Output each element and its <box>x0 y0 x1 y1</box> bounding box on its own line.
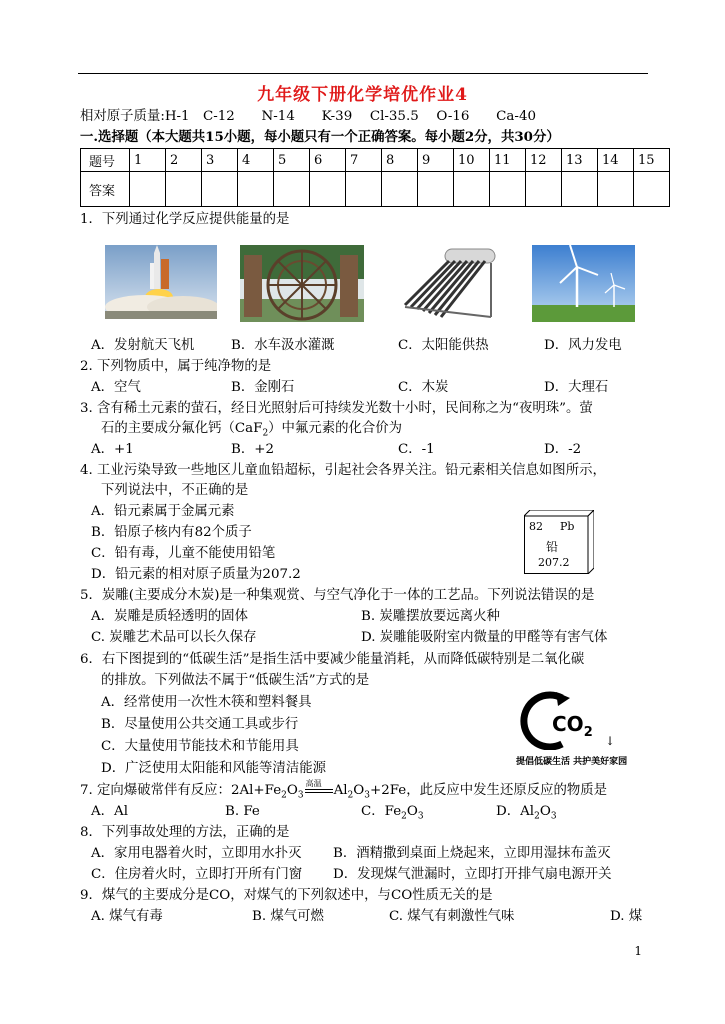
table-row <box>81 149 670 172</box>
question-8-stem: 8．下列事故处理的方法，正确的是 <box>80 825 290 840</box>
lead-atomic-mass: 207.2 <box>538 556 570 569</box>
water-wheel-image <box>240 245 364 322</box>
answer-table <box>80 148 670 207</box>
q4-option-b[interactable]: B．铅原子核内有82个质子 <box>91 525 252 540</box>
answer-cell[interactable] <box>454 172 490 207</box>
table-cell: 4 <box>238 149 274 172</box>
page-title: 九年级下册化学培优作业4 <box>257 85 468 105</box>
q2-option-c[interactable]: C．木炭 <box>398 380 449 395</box>
q7-condition-arrow <box>304 779 334 800</box>
q7-text: O <box>353 783 365 798</box>
q7-text: +2Fe，此反应中发生还原反应的物质是 <box>369 783 608 798</box>
q3-subscript: 2 <box>262 428 269 439</box>
q7-c-text: C．Fe <box>361 804 402 819</box>
question-7-stem <box>80 779 608 805</box>
answer-cell[interactable] <box>346 172 382 207</box>
table-cell: 8 <box>382 149 418 172</box>
table-cell: 11 <box>490 149 526 172</box>
q7-sub: 2 <box>281 790 287 801</box>
question-5-stem: 5．炭雕(主要成分木炭)是一种集观赏、与空气净化于一体的工艺品。下列说法错误的是 <box>80 588 595 603</box>
question-2-stem: 2. 下列物质中，属于纯净物的是 <box>80 359 272 374</box>
low-carbon-logo <box>516 690 626 772</box>
answer-cell[interactable] <box>526 172 562 207</box>
arrow-down-icon: ↓ <box>605 734 616 748</box>
q3-option-b[interactable]: B．+2 <box>231 442 274 457</box>
q6-option-a[interactable]: A．经常使用一次性木筷和塑料餐具 <box>101 695 312 710</box>
answer-cell[interactable] <box>598 172 634 207</box>
header-rule <box>78 73 648 74</box>
page-number: 1 <box>634 944 642 958</box>
table-cell: 13 <box>562 149 598 172</box>
q8-option-d[interactable]: D．发现煤气泄漏时，立即打开排气扇电源开关 <box>333 867 612 882</box>
table-cell: 7 <box>346 149 382 172</box>
answer-cell[interactable] <box>562 172 598 207</box>
section-heading: 一.选择题（本大题共15小题，每小题只有一个正确答案。每小题2分，共30分） <box>80 129 560 145</box>
question-9-stem: 9．煤气的主要成分是CO，对煤气的下列叙述中，与CO性质无关的是 <box>80 888 493 903</box>
logo-co <box>552 712 593 740</box>
q7-d-sub: 3 <box>550 811 557 822</box>
table-cell: 15 <box>634 149 670 172</box>
q7-option-c[interactable] <box>361 803 424 826</box>
logo-co-subscript: 2 <box>583 725 593 740</box>
q5-option-b[interactable]: B. 炭雕摆放要远离火种 <box>361 609 500 624</box>
q7-c-sub: 3 <box>417 811 424 822</box>
q6-option-d[interactable]: D．广泛使用太阳能和风能等清洁能源 <box>101 761 326 776</box>
table-cell: 1 <box>130 149 166 172</box>
q3-option-c[interactable]: C．-1 <box>398 442 435 457</box>
q7-d-sub: 2 <box>534 811 540 822</box>
q8-option-b[interactable]: B．酒精撒到桌面上烧起来，立即用湿抹布盖灭 <box>333 846 611 861</box>
q9-option-d[interactable]: D. 煤 <box>610 909 643 924</box>
q3-stem-text: 石的主要成分氟化钙（CaF <box>101 421 263 436</box>
table-cell: 9 <box>418 149 454 172</box>
q1-option-a[interactable]: A．发射航天飞机 <box>91 338 195 353</box>
table-cell: 2 <box>166 149 202 172</box>
question-4-stem-line1: 4. 工业污染导致一些地区儿童血铅超标，引起社会各界关注。铅元素相关信息如图所示， <box>80 463 606 478</box>
answer-cell[interactable] <box>238 172 274 207</box>
q7-d-text: O <box>539 804 551 819</box>
answer-cell[interactable] <box>310 172 346 207</box>
q7-text: 7. 定向爆破常伴有反应：2Al+Fe <box>80 783 282 798</box>
q6-option-b[interactable]: B．尽量使用公共交通工具或步行 <box>101 717 299 732</box>
q7-option-d[interactable] <box>496 803 557 826</box>
q2-option-d[interactable]: D．大理石 <box>544 380 609 395</box>
question-6-stem-line1: 6．右下图提到的“低碳生活”是指生活中要减少能量消耗，从而降低碳特别是二氧化碳 <box>80 652 585 667</box>
q3-option-d[interactable]: D．-2 <box>544 442 582 457</box>
table-cell: 6 <box>310 149 346 172</box>
q7-sub: 3 <box>297 790 304 801</box>
atomic-mass-line: 相对原子质量:H-1 C-12 N-14 K-39 Cl-35.5 O-16 Ca-40 <box>80 109 536 124</box>
q9-option-b[interactable]: B. 煤气可燃 <box>252 909 324 924</box>
q1-option-d[interactable]: D．风力发电 <box>544 338 622 353</box>
table-header-label: 题号 <box>81 149 130 172</box>
q4-option-d[interactable]: D．铅元素的相对原子质量为207.2 <box>91 567 301 582</box>
question-3-stem-line1: 3. 含有稀土元素的萤石，经日光照射后可持续发光数十小时，民间称之为“夜明珠”。萤 <box>80 401 593 416</box>
q1-option-c[interactable]: C．太阳能供热 <box>398 338 489 353</box>
lead-element-card <box>524 510 594 574</box>
q7-c-text: O <box>406 804 418 819</box>
lead-name: 铅 <box>546 540 559 554</box>
q9-option-a[interactable]: A. 煤气有毒 <box>91 909 163 924</box>
table-cell: 14 <box>598 149 634 172</box>
q7-option-b[interactable]: B. Fe <box>225 804 260 819</box>
answer-cell[interactable] <box>274 172 310 207</box>
question-3-stem-line2 <box>101 420 402 443</box>
q8-option-a[interactable]: A．家用电器着火时，立即用水扑灭 <box>91 846 302 861</box>
table-cell: 10 <box>454 149 490 172</box>
table-answer-label: 答案 <box>81 172 130 207</box>
table-row <box>81 172 670 207</box>
q3-option-a[interactable]: A．+1 <box>91 442 134 457</box>
q5-option-c[interactable]: C. 炭雕艺术品可以长久保存 <box>91 630 257 645</box>
q4-option-c[interactable]: C．铅有毒，儿童不能使用铅笔 <box>91 546 276 561</box>
q6-option-c[interactable]: C．大量使用节能技术和节能用具 <box>101 739 299 754</box>
q7-option-a[interactable]: A．Al <box>91 804 129 819</box>
q5-option-a[interactable]: A．炭雕是质轻透明的固体 <box>91 609 248 624</box>
q7-sub: 3 <box>364 790 370 801</box>
q7-condition: 高温 <box>305 779 322 788</box>
question-6-stem-line2: 的排放。下列做法不属于“低碳生活”方式的是 <box>101 673 370 688</box>
wind-turbine-image <box>532 245 635 322</box>
answer-cell[interactable] <box>634 172 670 207</box>
q7-sub: 2 <box>347 790 354 801</box>
q7-c-sub: 2 <box>401 811 407 822</box>
shuttle-launch-image <box>105 245 217 319</box>
q7-d-text: D．Al <box>496 804 535 819</box>
solar-heater-image <box>395 245 500 322</box>
q7-text: Al <box>333 783 348 798</box>
answer-cell[interactable] <box>382 172 418 207</box>
q2-option-a[interactable]: A．空气 <box>91 380 141 395</box>
answer-cell[interactable] <box>490 172 526 207</box>
table-cell: 3 <box>202 149 238 172</box>
q1-option-b[interactable]: B．水车汲水灌溉 <box>231 338 335 353</box>
q5-option-d[interactable]: D. 炭雕能吸附室内微量的甲醛等有害气体 <box>361 630 608 645</box>
logo-caption: 提倡低碳生活 共护美好家园 <box>516 757 628 767</box>
table-cell: 12 <box>526 149 562 172</box>
q2-option-b[interactable]: B．金刚石 <box>231 380 295 395</box>
answer-cell[interactable] <box>130 172 166 207</box>
answer-cell[interactable] <box>202 172 238 207</box>
q8-option-c[interactable]: C．住房着火时，立即打开所有门窗 <box>91 867 303 882</box>
answer-cell[interactable] <box>418 172 454 207</box>
answer-cell[interactable] <box>166 172 202 207</box>
question-1-stem: 1．下列通过化学反应提供能量的是 <box>80 212 290 227</box>
q7-text: O <box>286 783 298 798</box>
q3-stem-text-post: ）中氟元素的化合价为 <box>268 421 403 436</box>
q9-option-c[interactable]: C. 煤气有刺激性气味 <box>389 909 515 924</box>
lead-atomic-number: 82 <box>529 520 543 533</box>
question-4-stem-line2: 下列说法中，不正确的是 <box>101 483 249 498</box>
table-cell: 5 <box>274 149 310 172</box>
lead-symbol: Pb <box>560 520 575 533</box>
q4-option-a[interactable]: A．铅元素属于金属元素 <box>91 504 235 519</box>
logo-co-text: CO <box>552 712 584 736</box>
